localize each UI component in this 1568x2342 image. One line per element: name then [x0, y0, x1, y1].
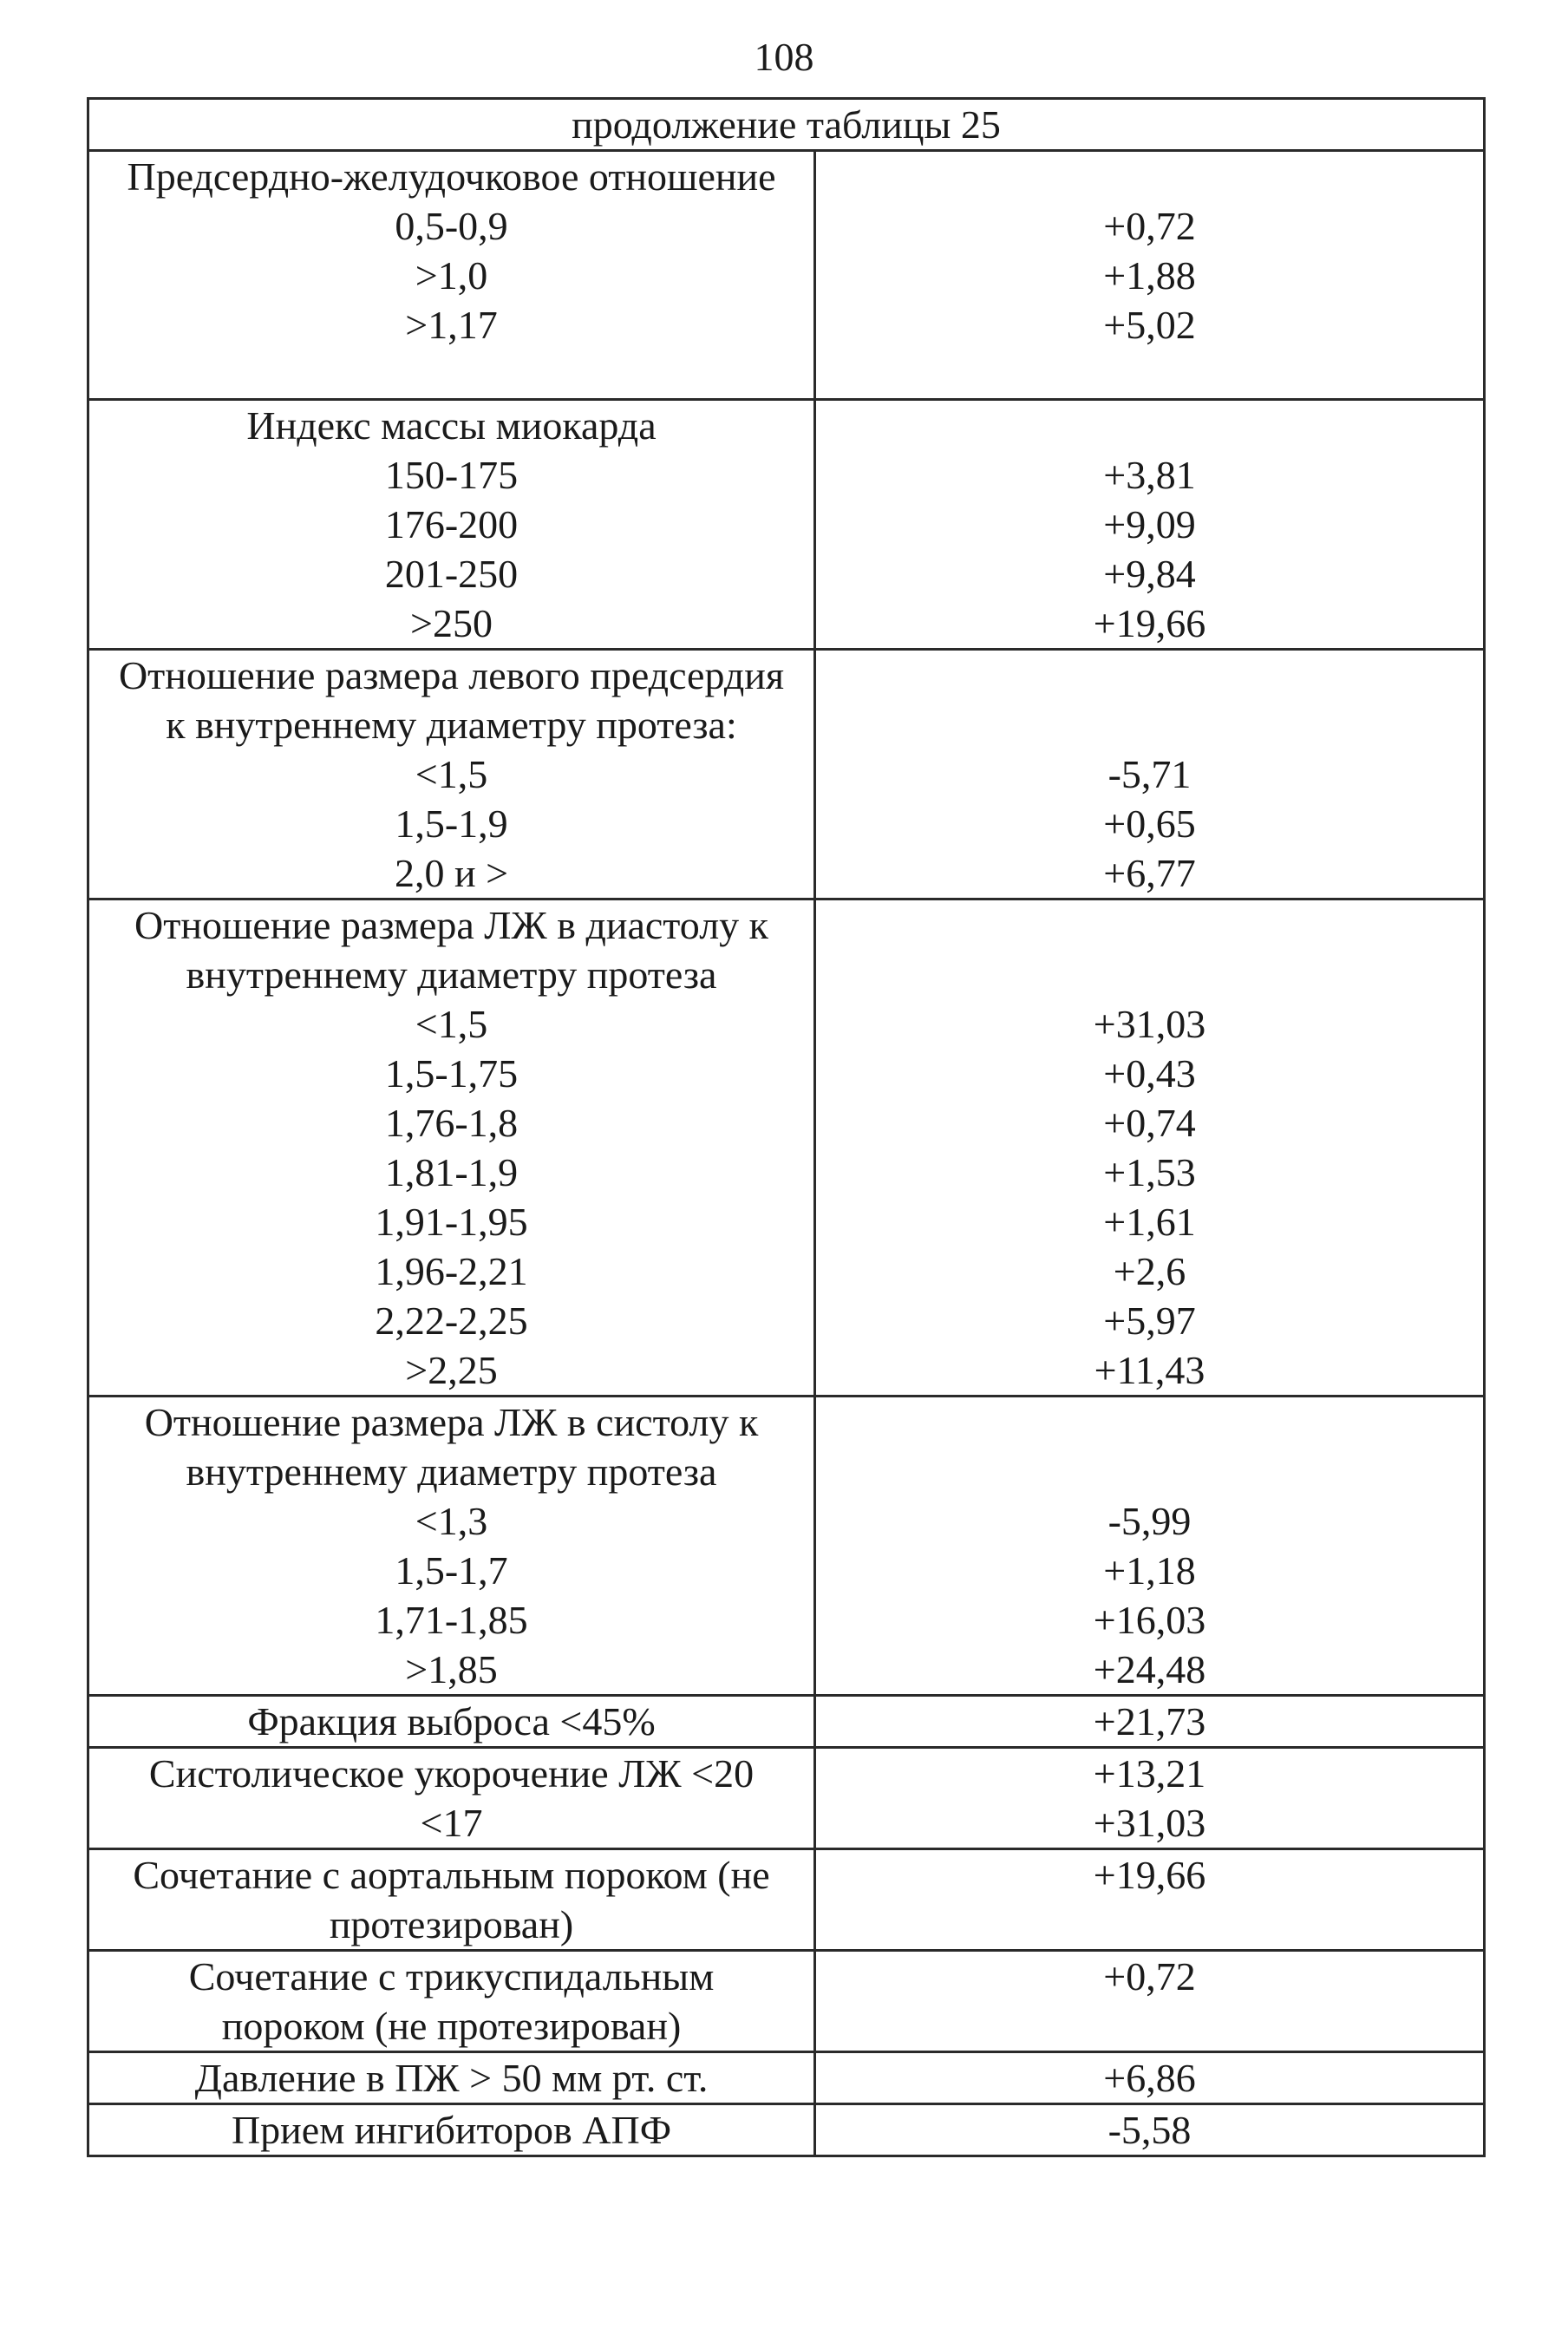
- score-line: [825, 900, 1474, 950]
- score-cell: [815, 400, 1485, 650]
- parameter-line: >1,0: [415, 253, 488, 298]
- table-row: [88, 2052, 1485, 2104]
- score-cell: [815, 2104, 1485, 2156]
- table-row: [88, 1849, 1485, 1951]
- table-body: [88, 99, 1485, 2156]
- parameter-line: Давление в ПЖ > 50 мм рт. ст.: [194, 2056, 709, 2100]
- table-row: [88, 1696, 1485, 1748]
- score-cell: [815, 1951, 1485, 2052]
- score-line: +0,74: [1103, 1101, 1196, 1145]
- score-line: +24,48: [1093, 1647, 1206, 1691]
- parameter-line: 150-175: [384, 453, 519, 497]
- score-line: +1,53: [1103, 1150, 1196, 1194]
- score-line: +6,77: [1103, 851, 1196, 895]
- parameter-line: 1,5-1,7: [395, 1548, 508, 1593]
- parameter-line: Отношение размера ЛЖ в систолу к: [144, 1400, 759, 1444]
- score-line: +31,03: [1093, 1002, 1206, 1046]
- parameter-line: >1,85: [405, 1647, 498, 1691]
- score-line: +19,66: [1093, 601, 1206, 645]
- parameter-line: Фракция выброса <45%: [247, 1699, 656, 1743]
- parameter-line: Сочетание с трикуспидальным: [188, 1954, 715, 1999]
- parameter-line: Отношение размера ЛЖ в диастолу к: [134, 903, 768, 947]
- score-line: +9,09: [1103, 502, 1196, 546]
- parameter-line: 201-250: [384, 552, 519, 596]
- parameter-line: Сочетание с аортальным пороком (не: [133, 1853, 770, 1897]
- score-line: -5,58: [1107, 2108, 1192, 2152]
- parameter-cell: [88, 1951, 815, 2052]
- table-caption-row: [88, 99, 1485, 151]
- parameter-cell: [88, 650, 815, 900]
- parameter-line: Систолическое укорочение ЛЖ <20: [148, 1751, 755, 1796]
- parameter-line: 1,91-1,95: [375, 1200, 528, 1244]
- score-line: +0,72: [1103, 1954, 1196, 1999]
- parameter-line: <1,3: [415, 1499, 488, 1543]
- score-line: -5,99: [1107, 1499, 1192, 1543]
- parameter-line: 176-200: [384, 502, 519, 546]
- score-cell: [815, 1696, 1485, 1748]
- parameter-cell: [88, 2104, 815, 2156]
- score-cell: [815, 1748, 1485, 1849]
- parameter-line: <1,5: [415, 752, 488, 796]
- parameter-line: >2,25: [405, 1348, 498, 1392]
- score-line: [825, 152, 1474, 201]
- score-line: [825, 651, 1474, 700]
- score-line: +0,43: [1103, 1051, 1196, 1096]
- score-line: +5,02: [1103, 303, 1196, 347]
- parameter-line: 1,96-2,21: [375, 1249, 528, 1293]
- score-line: +0,72: [1103, 204, 1196, 248]
- parameter-line: >1,17: [405, 303, 498, 347]
- parameter-cell: [88, 1748, 815, 1849]
- score-line: +2,6: [1113, 1249, 1186, 1293]
- table-row: [88, 650, 1485, 900]
- table-row: [88, 151, 1485, 400]
- parameter-line: 1,5-1,75: [384, 1051, 519, 1096]
- parameter-cell: [88, 1696, 815, 1748]
- score-line: [825, 950, 1474, 999]
- page-number: 108: [754, 35, 814, 79]
- parameter-cell: [88, 2052, 815, 2104]
- parameter-line: 0,5-0,9: [395, 204, 508, 248]
- score-line: +9,84: [1103, 552, 1196, 596]
- score-line: +1,61: [1103, 1200, 1196, 1244]
- parameter-cell: [88, 151, 815, 400]
- score-table: [87, 97, 1486, 2157]
- parameter-line: <1,5: [415, 1002, 488, 1046]
- parameter-line: 1,71-1,85: [375, 1598, 528, 1642]
- score-line: [825, 1397, 1474, 1447]
- parameter-line: протезирован): [329, 1902, 574, 1946]
- score-line: +31,03: [1093, 1801, 1206, 1845]
- parameter-line: внутреннему диаметру протеза: [186, 1449, 717, 1494]
- score-cell: [815, 650, 1485, 900]
- score-line: +0,65: [1103, 801, 1196, 846]
- score-line: +1,88: [1103, 253, 1196, 298]
- parameter-line: 2,22-2,25: [375, 1299, 528, 1343]
- parameter-line: к внутреннему диаметру протеза:: [166, 703, 737, 747]
- score-cell: [815, 151, 1485, 400]
- parameter-cell: [88, 900, 815, 1397]
- parameter-line: >250: [410, 601, 493, 645]
- parameter-line: Прием ингибиторов АПФ: [231, 2108, 672, 2152]
- score-cell: [815, 2052, 1485, 2104]
- parameter-line: Отношение размера левого предсердия: [118, 653, 785, 697]
- score-line: +13,21: [1093, 1751, 1206, 1796]
- score-line: +1,18: [1103, 1548, 1196, 1593]
- parameter-line: Предсердно-желудочковое отношение: [127, 154, 776, 199]
- score-line: +21,73: [1093, 1699, 1206, 1743]
- parameter-line: 2,0 и >: [394, 851, 509, 895]
- score-line: +5,97: [1103, 1299, 1196, 1343]
- table-row: [88, 400, 1485, 650]
- score-cell: [815, 900, 1485, 1397]
- score-line: [825, 700, 1474, 749]
- score-line: +6,86: [1103, 2056, 1196, 2100]
- parameter-line: пороком (не протезирован): [221, 2004, 682, 2048]
- score-cell: [815, 1397, 1485, 1696]
- parameter-line: 1,81-1,9: [384, 1150, 519, 1194]
- score-line: -5,71: [1107, 752, 1192, 796]
- score-line: +16,03: [1093, 1598, 1206, 1642]
- parameter-line: <17: [420, 1801, 483, 1845]
- parameter-cell: [88, 400, 815, 650]
- table-row: [88, 1951, 1485, 2052]
- score-line: +3,81: [1103, 453, 1196, 497]
- parameter-line: 1,76-1,8: [384, 1101, 519, 1145]
- table-caption: продолжение таблицы 25: [88, 99, 1485, 151]
- table-row: [88, 2104, 1485, 2156]
- parameter-cell: [88, 1397, 815, 1696]
- parameter-line: 1,5-1,9: [395, 801, 508, 846]
- score-line: +19,66: [1093, 1853, 1206, 1897]
- table-row: [88, 1397, 1485, 1696]
- score-line: +11,43: [1094, 1348, 1205, 1392]
- score-line: [825, 1447, 1474, 1496]
- table-row: [88, 900, 1485, 1397]
- parameter-line: внутреннему диаметру протеза: [186, 952, 717, 997]
- score-cell: [815, 1849, 1485, 1951]
- parameter-line: Индекс массы миокарда: [246, 403, 657, 448]
- table-row: [88, 1748, 1485, 1849]
- score-line: [825, 401, 1474, 450]
- parameter-cell: [88, 1849, 815, 1951]
